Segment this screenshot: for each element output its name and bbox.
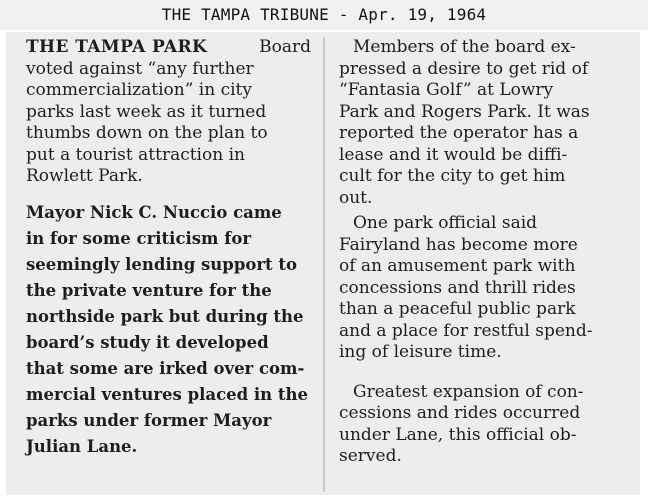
text-line: parks under former Mayor bbox=[26, 410, 272, 430]
paragraph-fantasia-golf bbox=[339, 37, 634, 209]
text-line: cult for the city to get him bbox=[339, 166, 566, 186]
right-column bbox=[339, 37, 634, 468]
text-line: Park and Rogers Park. It was bbox=[339, 101, 590, 122]
clipping-header bbox=[0, 0, 648, 30]
text-line: seemingly lending support to bbox=[26, 254, 298, 274]
text-line: Greatest expansion of con- bbox=[353, 381, 584, 402]
text-line: “Fantasia Golf” at Lowry bbox=[339, 80, 554, 100]
text-line: pressed a desire to get rid of bbox=[339, 58, 589, 79]
text-line: concessions and thrill rides bbox=[339, 277, 576, 298]
text-line: the private venture for the bbox=[26, 280, 272, 300]
text-line: put a tourist attraction in bbox=[26, 144, 245, 165]
text-line: cessions and rides occurred bbox=[339, 403, 581, 423]
lead-in: THE TAMPA PARK bbox=[26, 37, 208, 57]
text-line bbox=[26, 37, 311, 59]
text-line: ing of leisure time. bbox=[339, 342, 502, 362]
text-line: of an amusement park with bbox=[339, 256, 576, 276]
paragraph-fairyland bbox=[339, 213, 634, 364]
text-line: than a peaceful public park bbox=[339, 299, 576, 319]
paragraph-expansion bbox=[339, 382, 634, 468]
clipping-title: THE TAMPA TRIBUNE - Apr. 19, 1964 bbox=[161, 5, 487, 24]
text-line: voted against “any further bbox=[26, 58, 254, 79]
text-line: Julian Lane. bbox=[26, 436, 138, 456]
text-line: out. bbox=[339, 187, 373, 208]
text-line: Fairyland has become more bbox=[339, 234, 578, 255]
text-line: and a place for restful spend- bbox=[339, 320, 593, 341]
text-line: reported the operator has a bbox=[339, 123, 579, 143]
text-line: Rowlett Park. bbox=[26, 166, 143, 186]
text-line: in for some criticism for bbox=[26, 228, 252, 248]
text-line: under Lane, this official ob- bbox=[339, 424, 577, 445]
text-line: commercialization” in city bbox=[26, 80, 252, 100]
column-divider bbox=[323, 37, 325, 492]
text-line: Mayor Nick C. Nuccio came bbox=[26, 202, 282, 222]
paragraph-park-board bbox=[26, 37, 311, 188]
text-line: board’s study it developed bbox=[26, 332, 269, 352]
left-column bbox=[26, 37, 311, 460]
text-line: northside park but during the bbox=[26, 306, 304, 326]
text-line: that some are irked over com- bbox=[26, 358, 305, 378]
text-line: One park official said bbox=[353, 213, 538, 233]
paragraph-mayor-nuccio bbox=[26, 200, 311, 460]
text-line: mercial ventures placed in the bbox=[26, 384, 309, 404]
text-line: served. bbox=[339, 446, 402, 466]
text-fragment: Board bbox=[259, 37, 311, 57]
text-line: Members of the board ex- bbox=[353, 37, 576, 57]
text-line: parks last week as it turned bbox=[26, 101, 267, 122]
text-line: thumbs down on the plan to bbox=[26, 123, 268, 143]
text-line: lease and it would be diffi- bbox=[339, 144, 568, 165]
